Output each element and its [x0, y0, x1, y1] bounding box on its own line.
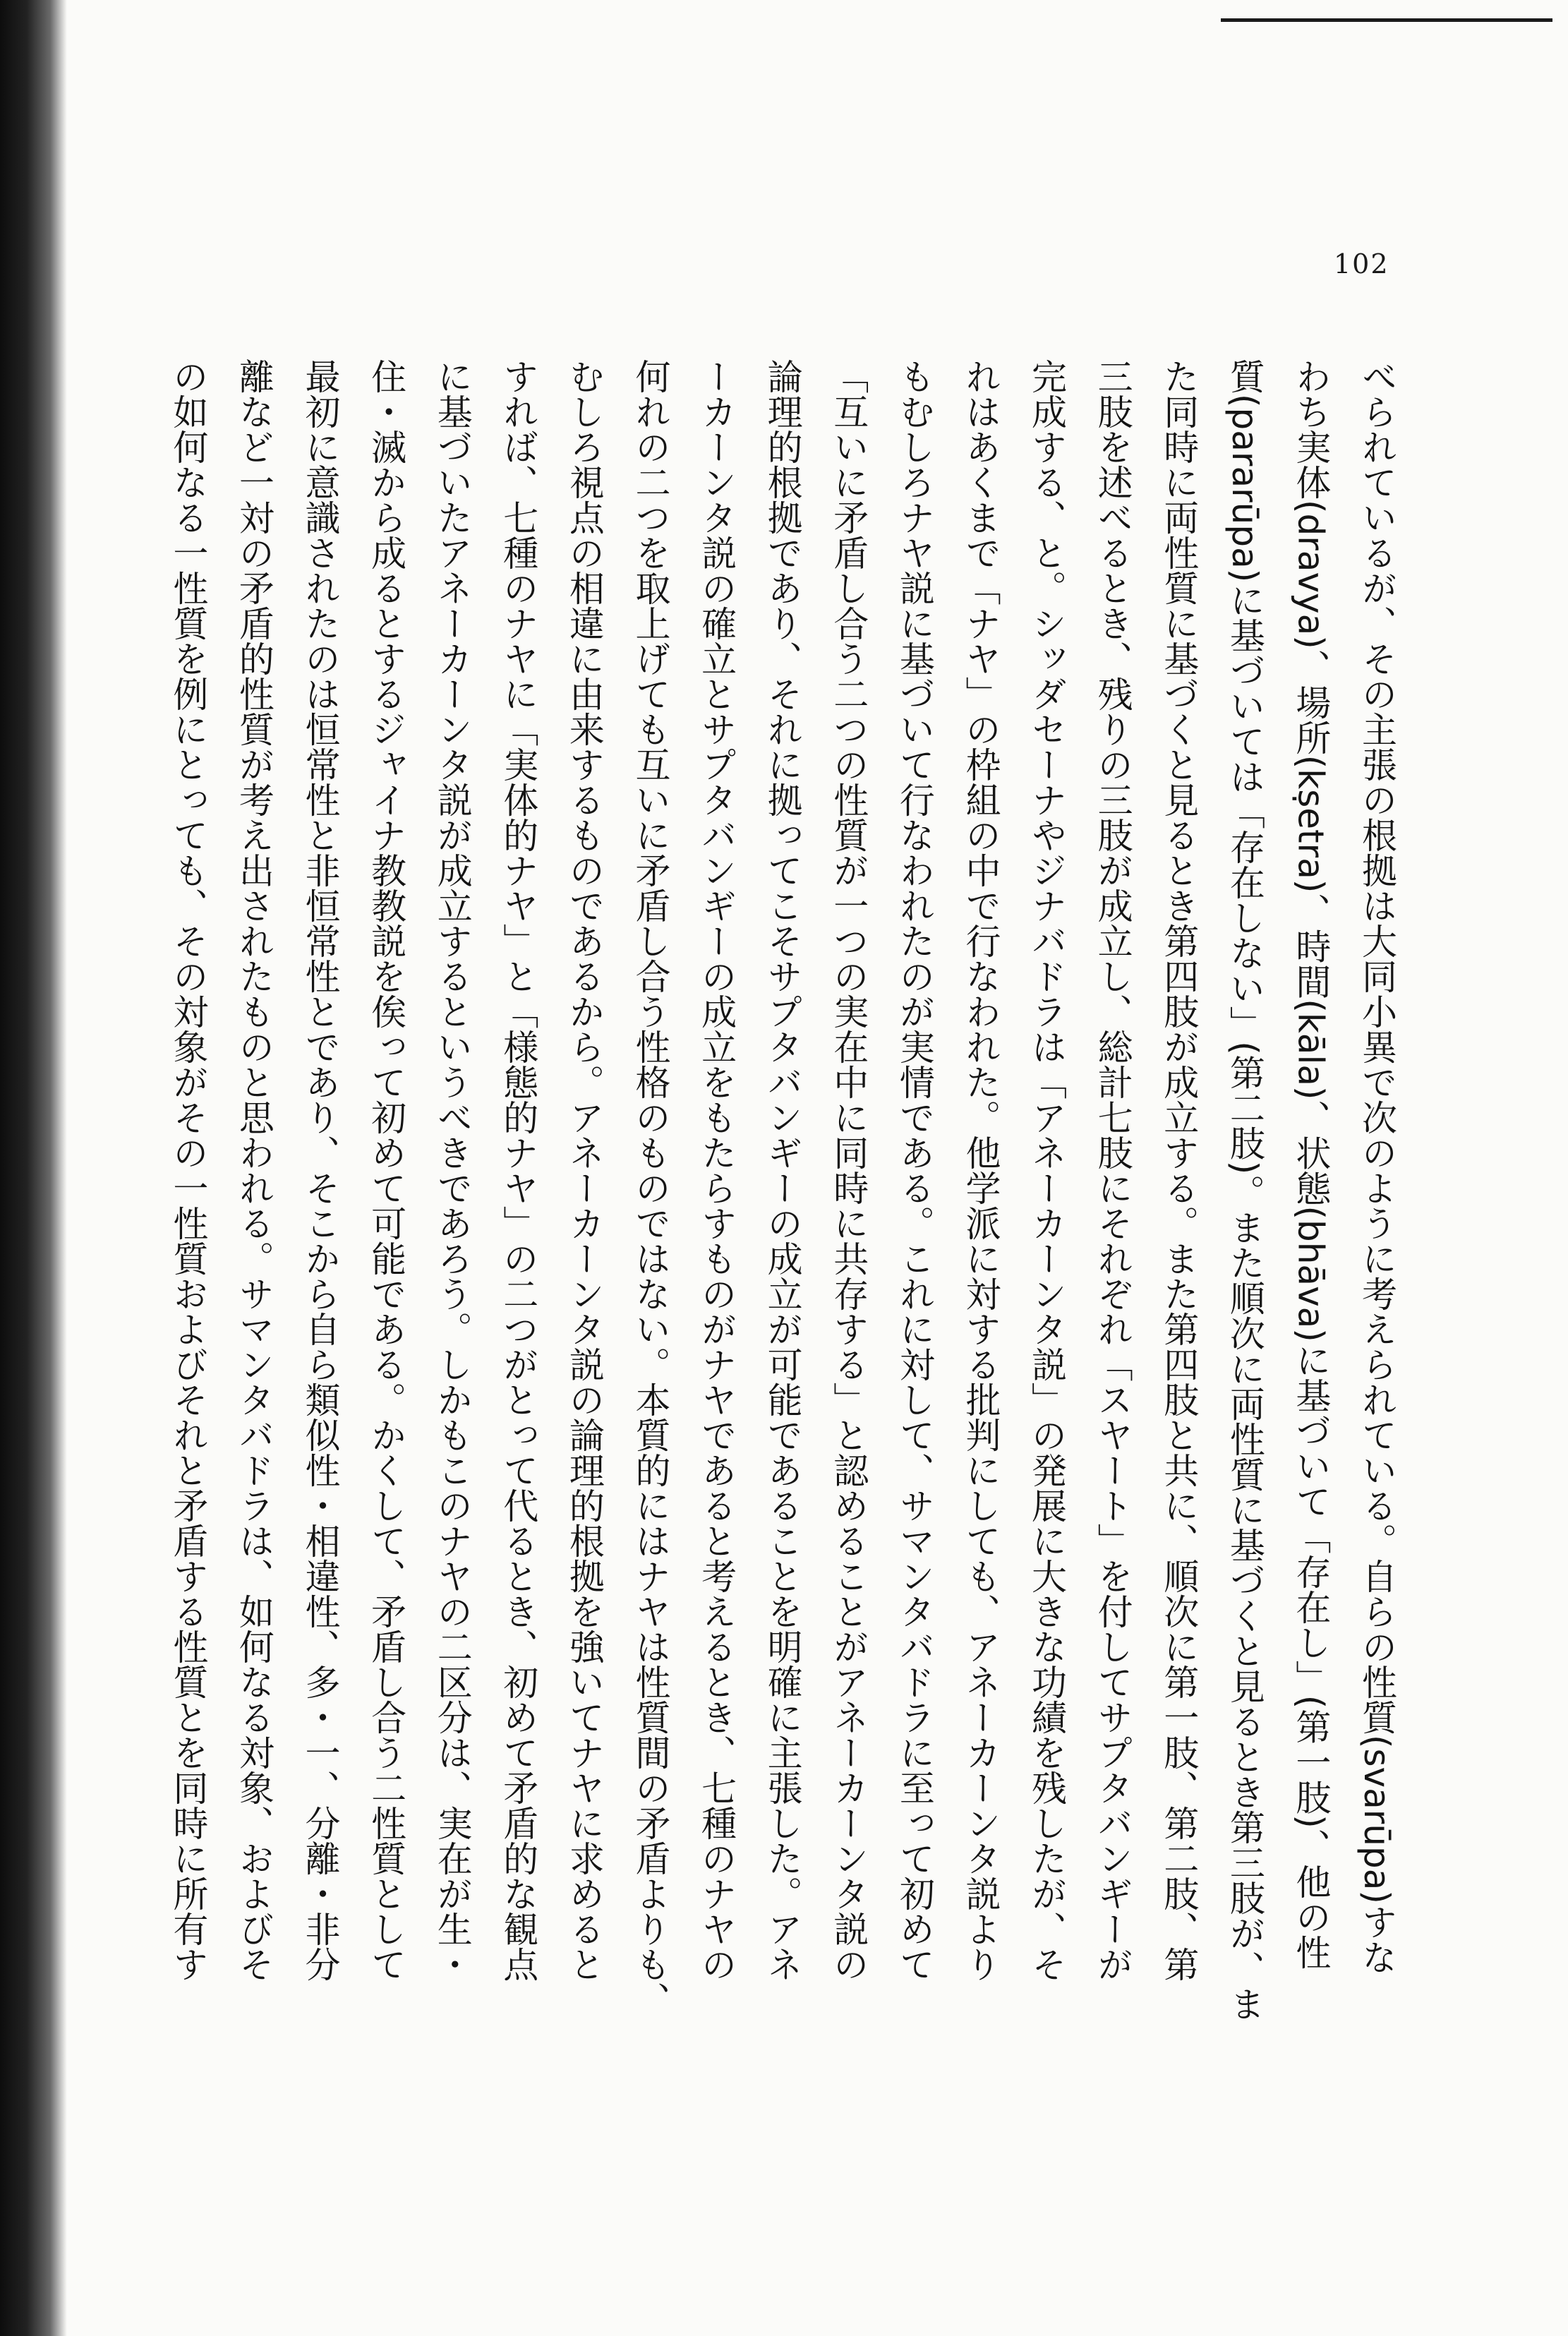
text-line: ーカーンタ説の確立とサプタバンギーの成立をもたらすものがナヤであると考えるとき、七種のナヤの [696, 359, 737, 1982]
text-line: の如何なる一性質を例にとっても、その対象がその一性質およびそれと矛盾する性質とを同時に所有す [167, 359, 209, 1982]
text-line: 質(pararūpa)に基づいては「存在しない」(第二肢)。また順次に両性質に基づくと見るとき第三肢が、ま [1224, 359, 1265, 2022]
text-line: むしろ視点の相違に由来するものであるから。アネーカーンタ説の論理的根拠を強いてナヤに求めると [563, 359, 605, 1982]
text-line: 最初に意識されたのは恒常性と非恒常性とであり、そこから自ら類似性・相違性、多・一、分離・非分 [299, 359, 341, 1982]
text-line: 「互いに矛盾し合う二つの性質が一つの実在中に同時に共存する」と認めることがアネーカーンタ説の [828, 359, 869, 1982]
body-text [157, 359, 1409, 2066]
top-rule [1221, 18, 1552, 22]
text-line: すれば、七種のナヤに「実体的ナヤ」と「様態的ナヤ」の二つがとって代るとき、初めて矛盾的な観点 [497, 359, 539, 1982]
page-number: 102 [1334, 248, 1389, 279]
text-line: た同時に両性質に基づくと見るとき第四肢が成立する。また第四肢と共に、順次に第一肢、第二肢、第 [1158, 359, 1200, 1982]
binding-shadow [0, 0, 67, 2336]
text-line: 何れの二つを取上げても互いに矛盾し合う性格のものではない。本質的にはナヤは性質間の矛盾よりも、 [629, 359, 671, 2017]
text-line: 住・滅から成るとするジャイナ教教説を俟って初めて可能である。かくして、矛盾し合う二性質として [366, 359, 407, 1982]
text-line: れはあくまで「ナヤ」の枠組の中で行なわれた。他学派に対する批判にしても、アネーカーンタ説より [960, 359, 1001, 1982]
text-line: 完成する、と。シッダセーナやジナバドラは「アネーカーンタ説」の発展に大きな功績を残したが、そ [1026, 359, 1068, 1982]
text-line: わち実体(dravya)、場所(kṣetra)、時間(kāla)、状態(bhāva)に基づいて「存在し」(第一肢)、他の性 [1290, 359, 1332, 1970]
text-line: 離など一対の矛盾的性質が考え出されたものと思われる。サマンタバドラは、如何なる対象、およびそ [233, 359, 275, 1982]
text-line: もむしろナヤ説に基づいて行なわれたのが実情である。これに対して、サマンタバドラに至って初めて [893, 359, 935, 1982]
text-line: 論理的根拠であり、それに拠ってこそサプタバンギーの成立が可能であることを明確に主張した。アネ [761, 359, 803, 1982]
text-line: に基づいたアネーカーンタ説が成立するというべきであろう。しかもこのナヤの二区分は、実在が生・ [431, 359, 473, 1982]
text-line: べられているが、その主張の根拠は大同小異で次のように考えられている。自らの性質(svarūpa)すな [1356, 359, 1397, 1975]
text-line: 三肢を述べるとき、残りの三肢が成立し、総計七肢にそれぞれ「スヤート」を付してサプタバンギーが [1092, 359, 1133, 1982]
